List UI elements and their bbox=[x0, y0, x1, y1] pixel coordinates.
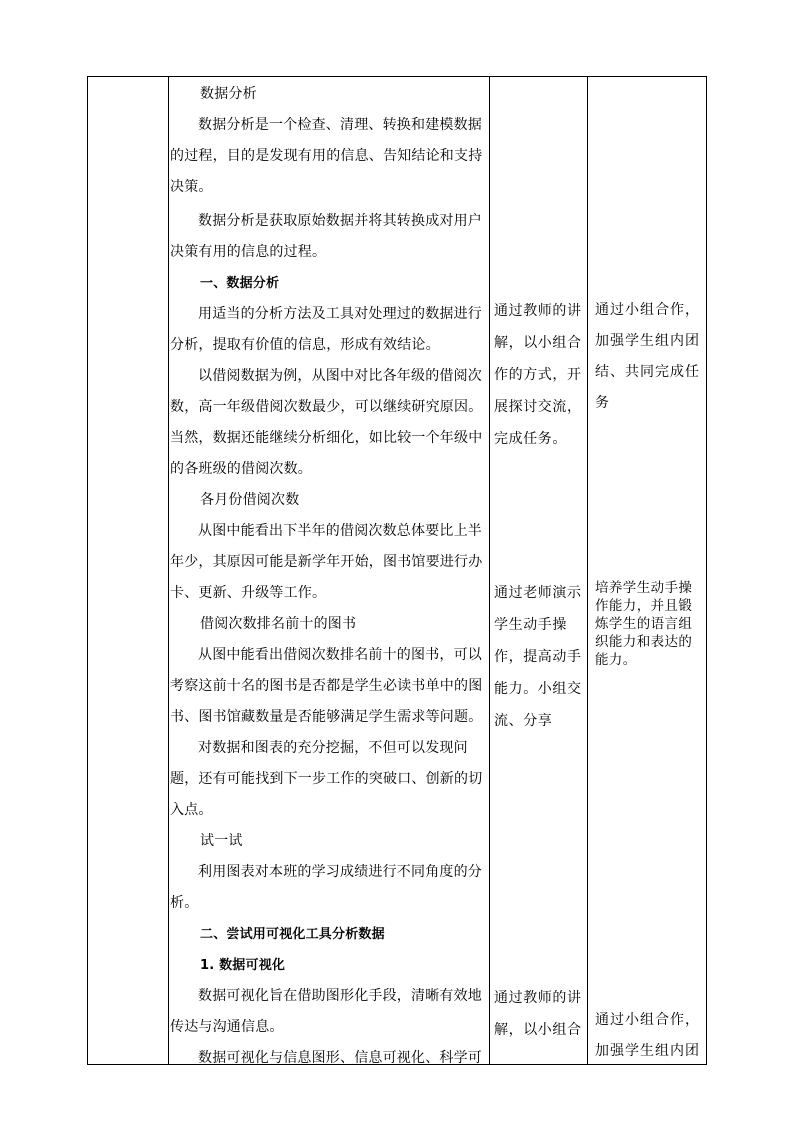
column-divider bbox=[168, 77, 169, 1064]
paragraph: 用适当的分析方法及工具对处理过的数据进行分析，提取有价值的信息，形成有效结论。 bbox=[170, 306, 482, 353]
section-heading: 一、数据分析 bbox=[200, 276, 280, 291]
paragraph: 数据分析是获取原始数据并将其转换成对用户决策有用的信息的过程。 bbox=[170, 213, 482, 260]
design-intent: 通过小组合作，加强学生组内团结、共同完成任务 bbox=[595, 302, 700, 411]
paragraph: 从图中能看出借阅次数排名前十的图书，可以考察这前十名的图书是否都是学生必读书单中的图书、图书馆藏数量是否能够满足学生需求等问题。 bbox=[170, 647, 483, 725]
paragraph: 试一试 bbox=[200, 833, 243, 849]
paragraph: 各月份借阅次数 bbox=[200, 492, 300, 508]
paragraph: 数据分析 bbox=[200, 86, 257, 102]
paragraph: 数据可视化旨在借助图形化手段，清晰有效地传达与沟通信息。 bbox=[170, 988, 482, 1035]
section-heading: 二、尝试用可视化工具分析数据 bbox=[200, 927, 385, 942]
column-divider bbox=[587, 77, 588, 1064]
design-intent: 通过小组合作，加强学生组内团 bbox=[595, 1012, 700, 1059]
subsection-heading: 1. 数据可视化 bbox=[200, 958, 286, 973]
paragraph: 以借阅数据为例，从图中对比各年级的借阅次数，高一年级借阅次数最少，可以继续研究原因。当然，数据还能继续分析细化，如比较一个年级中的各班级的借阅次数。 bbox=[170, 368, 483, 477]
column-divider bbox=[489, 77, 490, 1064]
paragraph: 数据分析是一个检查、清理、转换和建模数据的过程，目的是发现有用的信息、告知结论和支持决策。 bbox=[170, 117, 483, 195]
paragraph: 数据可视化与信息图形、信息可视化、科学可 bbox=[198, 1050, 482, 1066]
paragraph: 从图中能看出下半年的借阅次数总体要比上半年少，其原因可能是新学年开始，图书馆要进行办卡、更新、升级等工作。 bbox=[170, 523, 483, 601]
paragraph: 利用图表对本班的学习成绩进行不同角度的分析。 bbox=[170, 864, 482, 911]
teaching-content-column bbox=[170, 77, 486, 1074]
paragraph: 借阅次数排名前十的图书 bbox=[200, 616, 357, 632]
paragraph: 对数据和图表的充分挖掘，不但可以发现问题，还有可能找到下一步工作的突破口、创新的切入点。 bbox=[170, 740, 483, 818]
teacher-activity: 通过教师的讲解，以小组合 bbox=[494, 990, 582, 1038]
teacher-activity: 通过教师的讲解，以小组合作的方式，开展探讨交流，完成任务。 bbox=[494, 303, 582, 447]
lesson-plan-table bbox=[87, 76, 707, 1065]
design-intent: 培养学生动手操作能力，并且锻炼学生的语言组织能力和表达的能力。 bbox=[595, 580, 693, 668]
teacher-activity: 通过老师演示学生动手操作，提高动手能力。小组交流、分享 bbox=[494, 585, 582, 729]
